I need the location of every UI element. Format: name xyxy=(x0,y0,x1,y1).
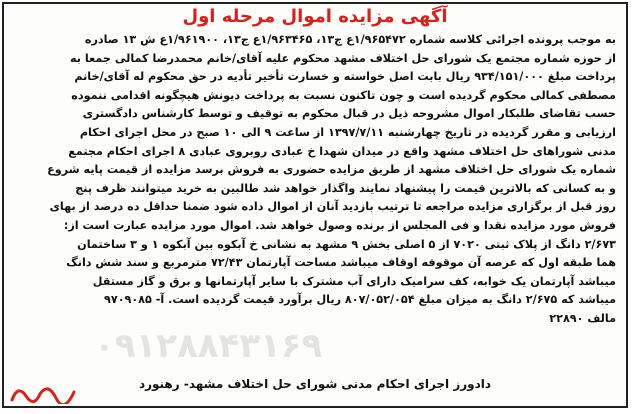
notice-line: و به کسانی که بالاترین قیمت را پیشنهاد نمایند واگذار خواهد شد طالبین به خرید میتوانند ظرف پنج xyxy=(75,181,616,195)
notice-body xyxy=(14,31,616,329)
notice-line: میباشد که ۲/۶۷۵ دانگ به میزان مبلغ ۸۰۷/۰۵۲/۰۵۴ ریال برآورد قیمت گردیده است. آ- ۹۷۰۹۰۸۵ xyxy=(104,293,616,307)
notice-line: شماره یک شورای حل اختلاف مشهد از طریق مزایده حضوری به فروش برسد مزایده از قیمت پایه شروع xyxy=(47,163,616,177)
notice-line: ۲/۶۷۳ دانگ از پلاک ثبتی ۷۰۲۰ از ۵ اصلی بخش ۹ مشهد به نشانی خ آبکوه بین آبکوه ۱ و ۳ ساختمان xyxy=(77,237,616,251)
notice-line: روز قبل از برگزاری مزایده مراجعه تا ترتیب بازدید آنان از اموال داده شود ضمنا حداقل ده درصد از بهای xyxy=(49,200,616,214)
notice-line: حسب تقاضای طلبکار اموال مشروحه ذیل در قبال محکوم به توقیف و توسط کارشناس دادگستری xyxy=(82,107,616,121)
publisher-logo-icon xyxy=(8,378,78,404)
auction-notice xyxy=(2,2,628,408)
notice-line: مدنی شوراهای حل اختلاف مشهد واقع در میدان شهدا خ عبادی روبروی عبادی ۸ اجرای احکام مجتمع xyxy=(68,144,616,158)
phone-watermark: ۰۹۱۲۸۸۴۳۱۶۹ xyxy=(94,326,323,366)
notice-line: به موجب پرونده اجرائی کلاسه شماره ۱/۹۶۵۴۷۲ع ج۱۳، ۱/۹۶۳۴۶۵ع ج۱۳، ۱/۹۶۱۹۰۰ع ش ۱۳ صادره xyxy=(84,33,616,46)
notice-line: میباشد آپارتمان یک خوابه، کف سرامیک دارای آب مشترک با سایر آپارتمانها و برق و گاز مستقل xyxy=(92,274,616,288)
notice-line: پرداخت مبلغ ۹۳۴/۱۵۱/۰۰۰ ریال بابت اصل خواسته و خسارت تأخیر تأدیه در حق محکوم له آقای/خانم xyxy=(74,70,616,84)
notice-line: مصطفی کمالی محکوم گردیده است و چون تاکنون نسبت به پرداخت دیونش هیچگونه اقدامی ننموده xyxy=(71,88,616,102)
notice-line: ارزیابی و مقرر گردیده در تاریخ چهارشنبه ۱۳۹۷/۷/۱۱ از ساعت ۹ الی ۱۰ صبح در محل اجرای احکام xyxy=(79,125,616,139)
notice-line: فروش مورد مزایده نقدا و فی المجلس از برنده وصول خواهد شد. اموال مورد مزایده عبارت است از: xyxy=(63,218,616,232)
notice-line: مالف ۲۲۸۹۰ xyxy=(549,311,616,325)
notice-title: آگهی مزایده اموال مرحله اول xyxy=(182,6,448,27)
notice-line: هما طبقه اول که عرصه آن موقوفه اوقاف میباشد مساحت آپارتمان ۷۲/۴۳ مترمربع و سند شش دانگ xyxy=(66,256,616,270)
notice-signature: دادورز اجرای احکام مدنی شورای حل اختلاف مشهد- رهنورد xyxy=(138,377,492,391)
notice-line: از حوزه شماره مجتمع یک شورای حل اختلاف مشهد محکوم علیه آقای/خانم محمدرضا کمالی جمعا به xyxy=(69,51,616,65)
